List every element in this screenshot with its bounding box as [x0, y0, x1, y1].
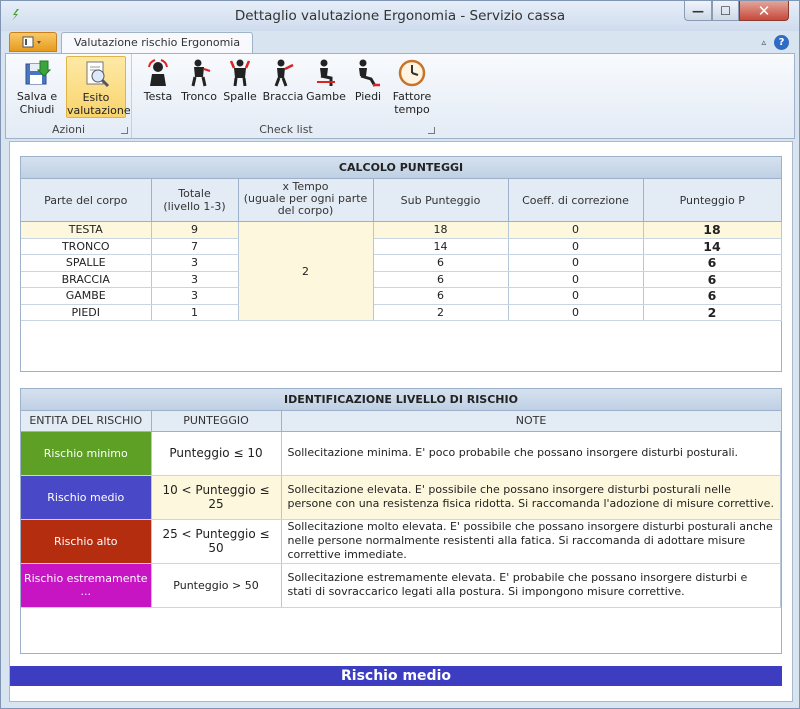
cell-punteggio: 2	[643, 304, 781, 321]
legs-posture-icon	[311, 58, 341, 88]
cell-punteggio: 18	[643, 222, 781, 239]
cell-parte: BRACCIA	[21, 271, 151, 288]
table-row[interactable]	[21, 304, 781, 321]
maximize-button[interactable]	[712, 1, 739, 21]
ribbon-collapse-icon[interactable]: ▵	[761, 37, 766, 48]
esito-valutazione-label: Esito valutazione	[67, 91, 131, 117]
maximize-icon: ☐	[720, 3, 731, 18]
minimize-button[interactable]	[684, 1, 712, 21]
cell-punteggio: 14	[643, 238, 781, 255]
close-icon: ✕	[757, 1, 771, 20]
fattore-tempo-button[interactable]	[390, 56, 434, 116]
col-totale: Totale (livello 1-3)	[151, 179, 238, 222]
help-icon[interactable]: ?	[774, 35, 789, 50]
feet-posture-icon	[353, 58, 383, 88]
table-row[interactable]	[21, 288, 781, 305]
cell-sub: 6	[373, 288, 508, 305]
gambe-label: Gambe	[306, 90, 346, 103]
cell-totale: 1	[151, 304, 238, 321]
cell-totale: 3	[151, 288, 238, 305]
cell-rischio-estremo: Rischio estremamente ...	[21, 563, 151, 607]
cell-punteggio-range: 10 < Punteggio ≤ 25	[151, 475, 281, 519]
testa-button[interactable]	[138, 56, 178, 103]
cell-coeff: 0	[508, 304, 643, 321]
table-row[interactable]	[21, 475, 781, 519]
salva-chiudi-label: Salva e Chiudi	[16, 90, 58, 116]
tronco-button[interactable]	[178, 56, 220, 103]
cell-sub: 2	[373, 304, 508, 321]
calcolo-table	[21, 179, 782, 321]
cell-coeff: 0	[508, 255, 643, 272]
cell-coeff: 0	[508, 238, 643, 255]
close-button[interactable]	[739, 1, 789, 21]
checklist-launcher-icon[interactable]	[428, 127, 435, 134]
table-row[interactable]	[21, 563, 781, 607]
cell-sub: 6	[373, 271, 508, 288]
save-icon	[22, 58, 52, 88]
ribbon	[5, 53, 795, 139]
cell-punteggio-range: Punteggio > 50	[151, 563, 281, 607]
azioni-launcher-icon[interactable]	[121, 127, 128, 134]
arms-posture-icon	[268, 58, 298, 88]
table-row[interactable]	[21, 431, 781, 475]
esito-valutazione-button[interactable]	[66, 56, 131, 118]
cell-parte: TRONCO	[21, 238, 151, 255]
cell-note: Sollecitazione estremamente elevata. E' probabile che possano insorgere disturbi e stati di sovraccarico legati alla postura. Si impongono misure correttive.	[281, 563, 781, 607]
cell-parte: GAMBE	[21, 288, 151, 305]
braccia-button[interactable]	[262, 56, 304, 103]
file-menu-button[interactable]	[9, 32, 57, 52]
piedi-label: Piedi	[354, 90, 382, 103]
gambe-button[interactable]	[306, 56, 346, 103]
report-search-icon	[81, 59, 111, 89]
col-punteggio: PUNTEGGIO	[151, 411, 281, 431]
cell-rischio-medio: Rischio medio	[21, 475, 151, 519]
salva-chiudi-button[interactable]	[10, 56, 64, 118]
cell-punteggio: 6	[643, 255, 781, 272]
cell-totale: 9	[151, 222, 238, 239]
testa-label: Testa	[143, 90, 173, 103]
spalle-label: Spalle	[223, 90, 257, 103]
table-row[interactable]	[21, 271, 781, 288]
cell-punteggio-range: 25 < Punteggio ≤ 50	[151, 519, 281, 563]
tab-valutazione-rischio[interactable]: Valutazione rischio Ergonomia	[61, 32, 253, 54]
shoulders-posture-icon	[225, 58, 255, 88]
col-x-tempo-label: x Tempo (uguale per ogni parte del corpo)	[243, 181, 368, 217]
fattore-tempo-label: Fattore tempo	[392, 90, 432, 116]
ribbon-tab-bar	[1, 31, 799, 53]
cell-sub: 18	[373, 222, 508, 239]
head-posture-icon	[143, 58, 173, 88]
piedi-button[interactable]	[348, 56, 388, 103]
table-row[interactable]	[21, 222, 781, 239]
table-row[interactable]	[21, 238, 781, 255]
cell-parte: SPALLE	[21, 255, 151, 272]
cell-totale: 3	[151, 255, 238, 272]
checklist-group-label: Check list	[259, 123, 313, 136]
cell-punteggio: 6	[643, 288, 781, 305]
calcolo-title: CALCOLO PUNTEGGI	[21, 157, 781, 179]
table-row[interactable]	[21, 255, 781, 272]
col-entita: ENTITA DEL RISCHIO	[21, 411, 151, 431]
cell-totale: 3	[151, 271, 238, 288]
minimize-icon: —	[692, 3, 704, 18]
cell-x-tempo: 2	[238, 222, 373, 321]
cell-coeff: 0	[508, 288, 643, 305]
cell-note: Sollecitazione minima. E' poco probabile che possano insorgere disturbi posturali.	[281, 431, 781, 475]
cell-sub: 6	[373, 255, 508, 272]
identificazione-rischio-panel	[20, 388, 782, 654]
cell-sub: 14	[373, 238, 508, 255]
clock-icon	[397, 58, 427, 88]
rischio-title: IDENTIFICAZIONE LIVELLO DI RISCHIO	[21, 389, 781, 411]
calcolo-punteggi-panel	[20, 156, 782, 372]
content-area	[9, 141, 793, 702]
cell-rischio-alto: Rischio alto	[21, 519, 151, 563]
group-checklist	[134, 54, 438, 138]
cell-rischio-minimo: Rischio minimo	[21, 431, 151, 475]
cell-totale: 7	[151, 238, 238, 255]
cell-parte: PIEDI	[21, 304, 151, 321]
cell-note: Sollecitazione elevata. E' possibile che possano insorgere disturbi posturali nelle persone con una resistenza fisica ridotta. Si raccomanda l'adozione di misure correttive.	[281, 475, 781, 519]
trunk-posture-icon	[184, 58, 214, 88]
title-bar	[1, 1, 799, 31]
cell-coeff: 0	[508, 271, 643, 288]
cell-parte: TESTA	[21, 222, 151, 239]
col-parte-corpo: Parte del corpo	[21, 179, 151, 222]
cell-coeff: 0	[508, 222, 643, 239]
cell-punteggio: 6	[643, 271, 781, 288]
rischio-table	[21, 411, 781, 608]
azioni-group-label: Azioni	[51, 123, 86, 136]
col-sub-punteggio: Sub Punteggio	[373, 179, 508, 222]
table-row[interactable]	[21, 519, 781, 563]
col-punteggio-p: Punteggio P	[643, 179, 781, 222]
cell-note: Sollecitazione molto elevata. E' possibile che possano insorgere disturbi posturali anche nelle persone normalmente resistenti alla fatica. Si raccomanda di adottare misure correttive immediate.	[281, 519, 781, 563]
group-azioni	[6, 54, 132, 138]
spalle-button[interactable]	[220, 56, 260, 103]
col-x-tempo	[238, 179, 373, 222]
window-title: Dettaglio valutazione Ergonomia - Servizio cassa	[234, 8, 566, 24]
col-coeff: Coeff. di correzione	[508, 179, 643, 222]
file-menu-icon	[22, 36, 44, 48]
cell-punteggio-range: Punteggio ≤ 10	[151, 431, 281, 475]
risk-result-banner: Rischio medio	[10, 666, 782, 686]
col-note: NOTE	[281, 411, 781, 431]
braccia-label: Braccia	[262, 90, 304, 103]
tronco-label: Tronco	[181, 90, 217, 103]
